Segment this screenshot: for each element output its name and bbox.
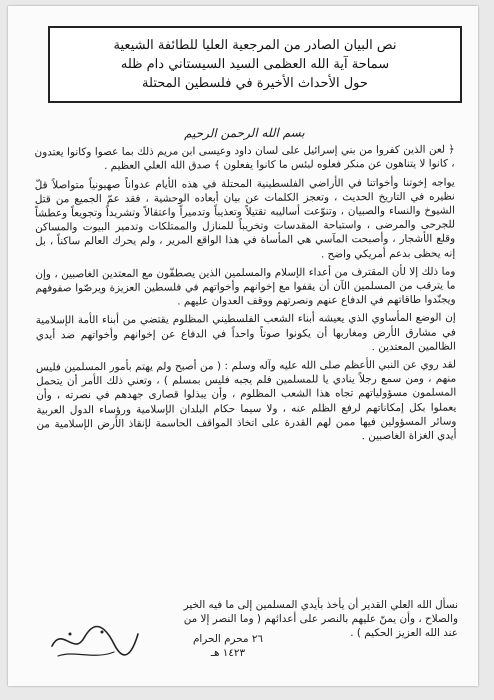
- signature-stamp: [44, 616, 144, 666]
- header-title-line-2: سماحة آية الله العظمى السيد السيستاني دام ظله: [120, 57, 390, 72]
- basmala: بسم الله الرحمن الرحيم: [184, 125, 305, 141]
- date-year: ١٤٢٣ هـ: [210, 647, 246, 659]
- letter-paragraph-2: وما ذلك إلا لأن المقترف من أعداء الإسلام والمسلمين الذين يصطفّون مع المعتدين الغاصبين ، وإن ما يترقب من المسلمين الآن أن يقفوا مع إخوانهم وأخواتهم في فلسطين العزيزة ويرصّوا صفوفهم ويجنّدوا طاقاتهم في الدفاع عنهم ونصرتهم ووقف العدوان عليهم .: [35, 265, 456, 308]
- header-title-line-3: حول الأحداث الأخيرة في فلسطين المحتلة: [142, 76, 368, 91]
- statement-header-box: [48, 26, 462, 103]
- letter-date: [158, 632, 298, 660]
- letter-paragraph-1: يواجه إخوتنا وأخواتنا في الأراضي الفلسطينية المحتلة في هذه الأيام عدواناً صهيونياً متواصلاً قلّ نظيره في التاريخ الحديث ، وتعجز الكلمات عن بيان أبعاده الوحشية ، فقد عمّ الجميع من قتل الشيوخ والنساء والصبيان ، وتنوّعت أساليبه تقتيلاً وتعذيباً وتدميراً واعتقالاً وتشريداً وتجويعاً وعطشاً للجرحى والمرضى ، واستباحة المقدسات وتخريباً للمنازل والممتلكات وتدمير البيوت والمساكن وقلع الأشجار ، وأصبحت المآسي هي المأساة في هذا الواقع المرير ، ولم يحرك العالم ساكناً ، بل إنه يحظى بدعم أمريكي واضح .: [34, 176, 456, 261]
- date-hijri: ٢٦ محرم الحرام: [192, 633, 264, 645]
- closing-prayer: نسأل الله العلي القدير أن يأخذ بأيدي المسلمين إلى ما فيه الخير والصلاح ، وأن يمنّ عليهم بالنصر على أعدائهم ( وما النصر إلا من عند الله العزيز الحكيم ) .: [183, 599, 458, 639]
- quran-verse: ﴿ لعن الذين كفروا من بني إسرائيل على لسان داود وعيسى ابن مريم ذلك بما عصوا وكانوا يعتدون ، كانوا لا يتناهون عن منكر فعلوه لبئس ما كانوا يفعلون ﴾ صدق الله العلي العظيم .: [34, 143, 455, 173]
- letter-paragraph-3: إن الوضع المأساوي الذي يعيشه أبناء الشعب الفلسطيني المظلوم يقتضي من أبناء الأمة الإسلامية في مشارق الأرض ومغاربها أن يكونوا صوتاً واحداً في الدفاع عن إخوانهم وأخواتهم ضد أيدي الظالمين المعتدين .: [35, 311, 456, 353]
- header-title-line-1: نص البيان الصادر من المرجعية العليا للطائفة الشيعية: [113, 38, 397, 53]
- letter-paragraph-4: لقد روي عن النبي الأعظم صلى الله عليه وآله وسلم : ( من أصبح ولم يهتم بأمور المسلمين فليس منهم ، ومن سمع رجلاً ينادي يا للمسلمين فلم يجبه فليس بمسلم ) ، وتعني ذلك الأمر أن يتحمل المسلمون مسؤولياتهم تجاه هذا الشعب المظلوم ، وأن يبذلوا قصارى جهدهم في نصرته ، وأن يعملوا بكل إمكاناتهم لرفع الظلم عنه ، ولا سيما حكام البلدان الإسلامية ورؤساء الدول العربية وسائر المسؤولين فيها ممن لهم القدرة على اتخاذ المواقف الحاسمة لإنقاذ الأرض الإسلامية من أيدي الغزاة الغاصبين .: [35, 358, 457, 443]
- letter-page: [8, 6, 478, 686]
- handwritten-letter-body: [34, 125, 457, 598]
